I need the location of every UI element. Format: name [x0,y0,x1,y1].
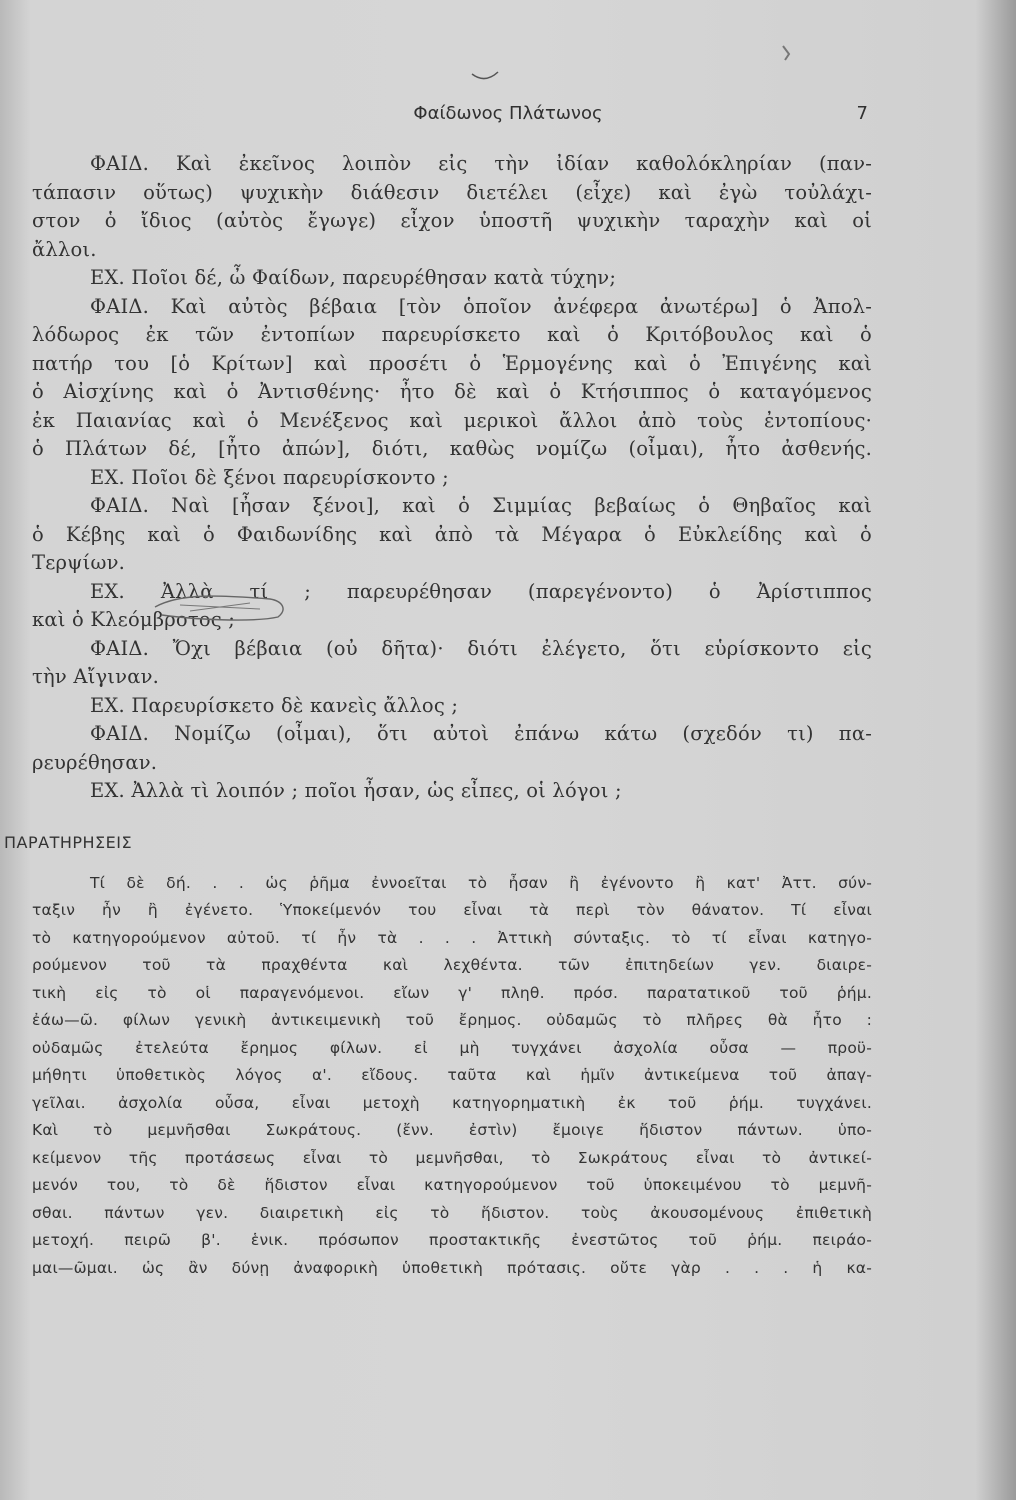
text-line: πατήρ του [ὁ Κρίτων] καὶ προσέτι ὁ Ἑρμογένης καὶ ὁ Ἐπιγένης καὶ [32,351,872,375]
text-line: ὁ Αἰσχίνης καὶ ὁ Ἀντισθένης· ἦτο δὲ καὶ ὁ Κτήσιππος ὁ καταγόμενος [32,380,872,403]
notes-title: ΠΑΡΑΤΗΡΗΣΕΙΣ [4,832,133,852]
note-line: οὐδαμῶς ἐτελεύτα ἔρημος φίλων. εἰ μὴ τυγχάνει ἀσχολία οὖσα — προϋ- [32,1038,872,1057]
text-line: ΕΧ. Ποῖοι δέ, ὦ Φαίδων, παρευρέθησαν κατὰ τύχην; [90,266,617,289]
text-line: ΕΧ. Ἀλλὰ τί ; παρευρέθησαν (παρεγένοντο) ὁ Ἀρίστιππος [90,579,872,603]
text-line: ρευρέθησαν. [32,750,158,774]
text-line: ΕΧ. Ποῖοι δὲ ξένοι παρευρίσκοντο ; [90,465,449,489]
text-line: ὁ Κέβης καὶ ὁ Φαιδωνίδης καὶ ἀπὸ τὰ Μέγαρα ὁ Εὐκλείδης καὶ ὁ [32,522,872,546]
note-line: ταξιν ἦν ἢ ἐγένετο. Ὑποκείμενόν του εἶναι τὰ περὶ τὸν θάνατον. Τί εἶναι [32,901,872,919]
text-line: ΦΑΙΔ. Ναὶ [ἦσαν ξένοι], καὶ ὁ Σιμμίας βεβαίως ὁ Θηβαῖος καὶ [90,494,872,517]
notes-section [32,870,872,1283]
text-line: στον ὁ ἴδιος (αὐτὸς ἔγωγε) εἶχον ὑποστῆ ψυχικὴν ταραχὴν καὶ οἱ [32,209,872,232]
main-text [4,150,872,1282]
note-line: μετοχή. πειρῶ β'. ἑνικ. πρόσωπον προστακτικῆς ἐνεστῶτος τοῦ ῥήμ. πειράο- [32,1231,872,1249]
note-line: σθαι. πάντων γεν. διαιρετικὴ εἰς τὸ ἥδιστον. τοὺς ἀκουσομένους ἐπιθετικὴ [32,1203,872,1222]
note-line: γεῖλαι. ἀσχολία οὖσα, εἶναι μετοχὴ κατηγορηματικὴ ἐκ τοῦ ῥήμ. τυγχάνει. [32,1093,872,1112]
note-line: τὸ κατηγορούμενον αὐτοῦ. τί ἦν τὰ . . . Ἀττικὴ σύνταξις. τὸ τί εἶναι κατηγο- [32,928,872,947]
note-line: ρούμενον τοῦ τὰ πραχθέντα καὶ λεχθέντα. τῶν ἐπιτηδείων γεν. διαιρε- [32,956,872,974]
pencil-scribble-icon [150,585,295,625]
text-line: τάπασιν οὕτως) ψυχικὴν διάθεσιν διετέλει (εἶχε) καὶ ἐγὼ τοὐλάχι- [32,180,872,204]
note-line: μήθητι ὑποθετικὸς λόγος α'. εἴδους. ταῦτα καὶ ἡμῖν ἀντικείμενα τοῦ ἀπαγ- [32,1066,872,1084]
text-line: καὶ ὁ Κλεόμβροτος ; [32,608,236,631]
text-line: ὁ Πλάτων δέ, [ἦτο ἀπών], διότι, καθὼς νομίζω (οἶμαι), ἦτο ἀσθενής. [32,437,872,460]
pencil-mark-icon [780,44,794,62]
text-line: ἐκ Παιανίας καὶ ὁ Μενέξενος καὶ μερικοὶ ἄλλοι ἀπὸ τοὺς ἐντοπίους· [32,408,872,432]
note-line: τικὴ εἰς τὸ οἱ παραγενόμενοι. εἴων γ' πληθ. πρόσ. παρατατικοῦ τοῦ ῥήμ. [32,983,872,1002]
text-line: ἄλλοι. [32,237,97,261]
note-line: μαι—ῶμαι. ὡς ἂν δύνῃ ἀναφορικὴ ὑποθετικὴ πρότασις. οὔτε γὰρ . . . ἡ κα- [32,1258,872,1277]
text-line: ΕΧ. Παρευρίσκετο δὲ κανεὶς ἄλλος ; [90,693,459,717]
text-line: ΦΑΙΔ. Ὄχι βέβαια (οὐ δῆτα)· διότι ἐλέγετο, ὅτι εὑρίσκοντο εἰς [90,636,872,660]
ink-tick-icon [470,70,500,84]
text-line: ΕΧ. Ἀλλὰ τὶ λοιπόν ; ποῖοι ἦσαν, ὡς εἶπες, οἱ λόγοι ; [90,779,622,802]
running-title: Φαίδωνος Πλάτωνος [413,103,603,124]
note-line: ἐάω—ῶ. φίλων γενικὴ ἀντικειμενικὴ τοῦ ἔρημος. οὐδαμῶς τὸ πλῆρες θὰ ἦτο : [32,1011,872,1029]
text-line: Τερψίων. [32,551,126,574]
text-line: ΦΑΙΔ. Νομίζω (οἶμαι), ὅτι αὐτοὶ ἐπάνω κάτω (σχεδόν τι) πα- [90,722,872,745]
text-line: τὴν Αἴγιναν. [32,665,160,688]
text-line: λόδωρος ἐκ τῶν ἐντοπίων παρευρίσκετο καὶ ὁ Κριτόβουλος καὶ ὁ [32,323,872,346]
page-number: 7 [856,103,868,124]
page-header [0,103,1016,133]
note-line: Καὶ τὸ μεμνῆσθαι Σωκράτους. (ἔνν. ἐστὶν) ἔμοιγε ἥδιστον πάντων. ὑπο- [32,1121,872,1139]
text-line: ΦΑΙΔ. Καὶ ἐκεῖνος λοιπὸν εἰς τὴν ἰδίαν καθολόκληρίαν (παν- [90,152,872,175]
note-line: Τί δὲ δή. . . ὡς ῥῆμα ἐννοεῖται τὸ ἦσαν ἢ ἐγένοντο ἢ κατ' Ἀττ. σύν- [90,873,872,892]
text-line: ΦΑΙΔ. Καὶ αὐτὸς βέβαια [τὸν ὁποῖον ἀνέφερα ἀνωτέρω] ὁ Ἀπολ- [90,294,872,318]
note-line: μενόν του, τὸ δὲ ἥδιστον εἶναι κατηγορούμενον τοῦ ὑποκειμένου τὸ μεμνῆ- [32,1176,872,1194]
note-line: κείμενον τῆς προτάσεως εἶναι τὸ μεμνῆσθαι, τὸ Σωκράτους εἶναι τὸ ἀντικεί- [32,1148,872,1167]
